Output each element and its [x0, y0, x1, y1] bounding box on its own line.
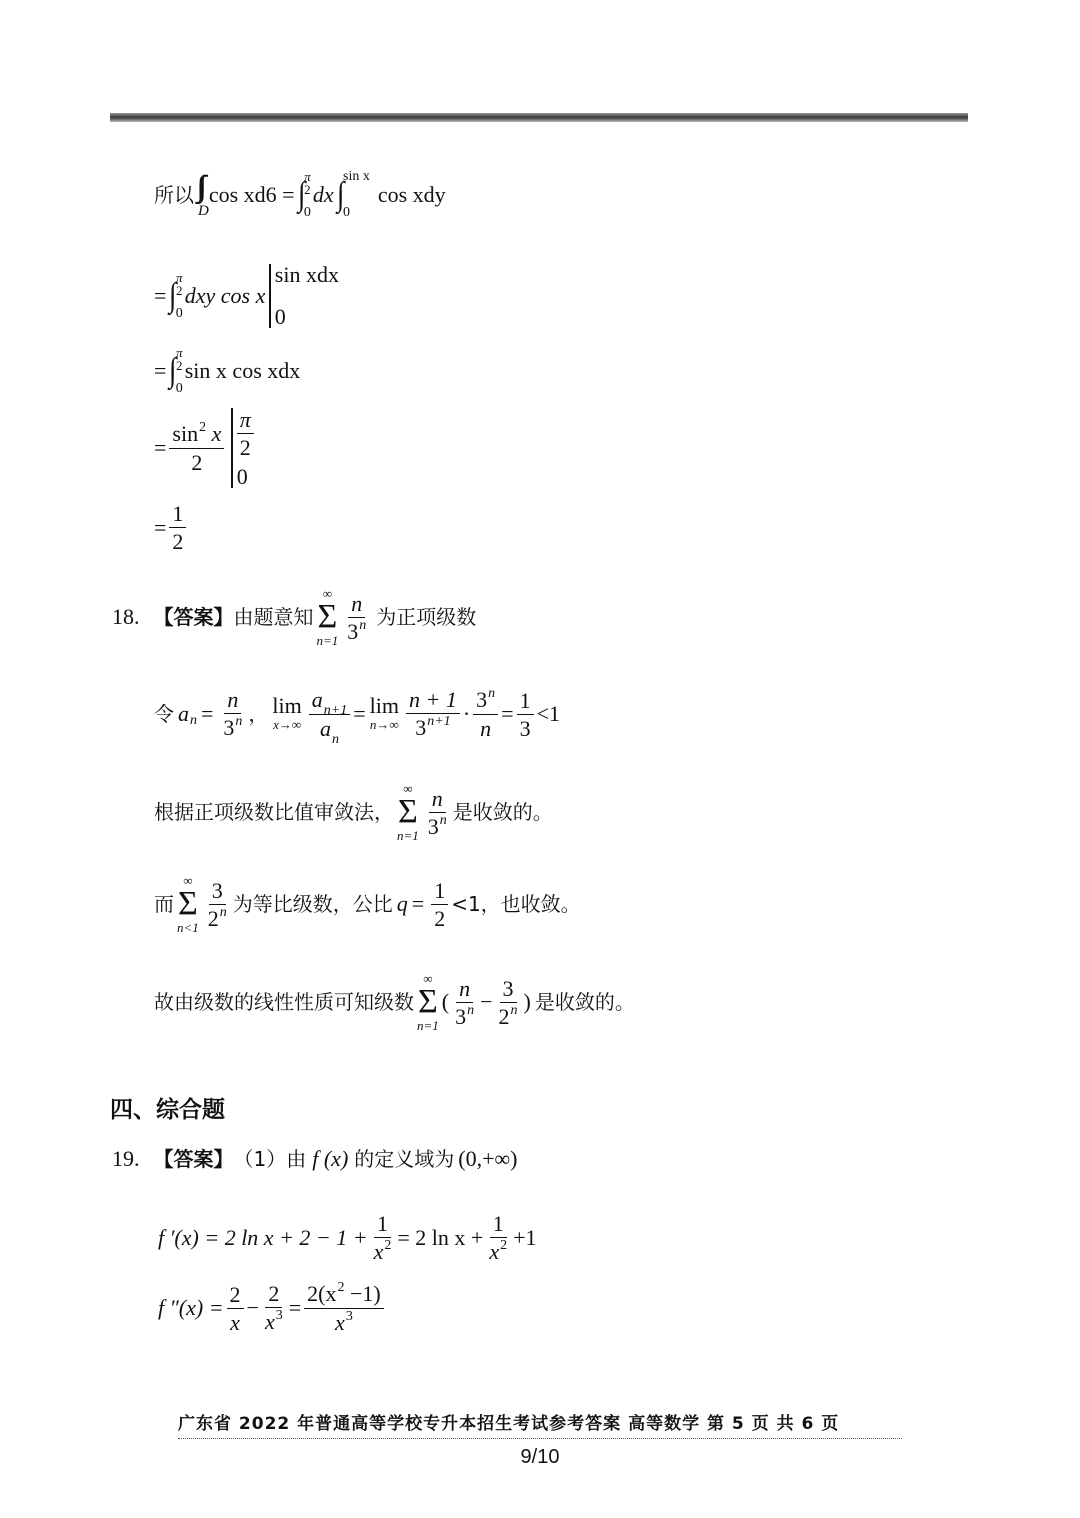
q18-ratio: 令 a n = $\frac{n}{3^n}$ ， lim x→∞ $\frac{a_{n+1}}{a_n}$ = lim n→∞ $\frac{n + 1}{3^{n+1}}$ · $\frac{3^n}{n}$ = $\frac{1}{3}$ <1: [154, 686, 561, 747]
integral-step-5: = $\frac{1}{2}$: [154, 502, 189, 553]
q19-intro: 19. 【答案】 （1）由 f (x) 的定义域为 (0,+∞): [112, 1146, 518, 1171]
q18-ratio-test: 根据正项级数比值审敛法， ∞ Σ n=1 $\frac{n}{3^n}$ 是收敛的。: [154, 781, 553, 843]
integral-step-4: = $\frac{\sin^2 x}{2}$ $\frac{\pi}{2}$ 0: [154, 408, 254, 488]
q18-intro: 18. 【答案】 由题意知 ∞ Σ n=1 $\frac{n}{3^n}$ 为正项级数: [112, 586, 477, 648]
q18-geometric: 而 ∞ Σ n<1 $\frac{3}{2^n}$ 为等比级数，公比 q = $\frac{1}{2}$ <1，也收敛。: [154, 873, 581, 935]
first-derivative: f ′(x) = 2 ln x + 2 − 1 + $\frac{1}{x^2}$ = 2 ln x + $\frac{1}{x^2}$ +1: [158, 1211, 537, 1265]
section-heading: 四、综合题: [110, 1097, 225, 1123]
page-footer: 广东省 2022 年普通高等学校专升本招生考试参考答案 高等数学 第 5 页 共 6 页: [178, 1409, 902, 1439]
second-derivative: f ″(x) = $\frac{2}{x}$ − $\frac{2}{x^3}$ = $\frac{2(x^2 -1)}{x^3}$: [158, 1282, 387, 1334]
header-rule: [110, 113, 968, 122]
integral-step-1: 所以 D cos xd6 = ∫ π 2 0 dx ∫ sin x 0 cos xdy: [154, 169, 446, 220]
integral-step-3: = ∫ π 2 0 sin x cos xdx: [154, 345, 301, 396]
q18-linear: 故由级数的线性性质可知级数 ∞ Σ n=1 ( $\frac{n}{3^n}$ − $\frac{3}{2^n}$ ) 是收敛的。: [154, 971, 635, 1033]
integral-step-2: = ∫ π 2 0 dxy cos x sin xdx 0: [154, 262, 339, 329]
pagination-indicator: 9/10: [520, 1446, 560, 1468]
